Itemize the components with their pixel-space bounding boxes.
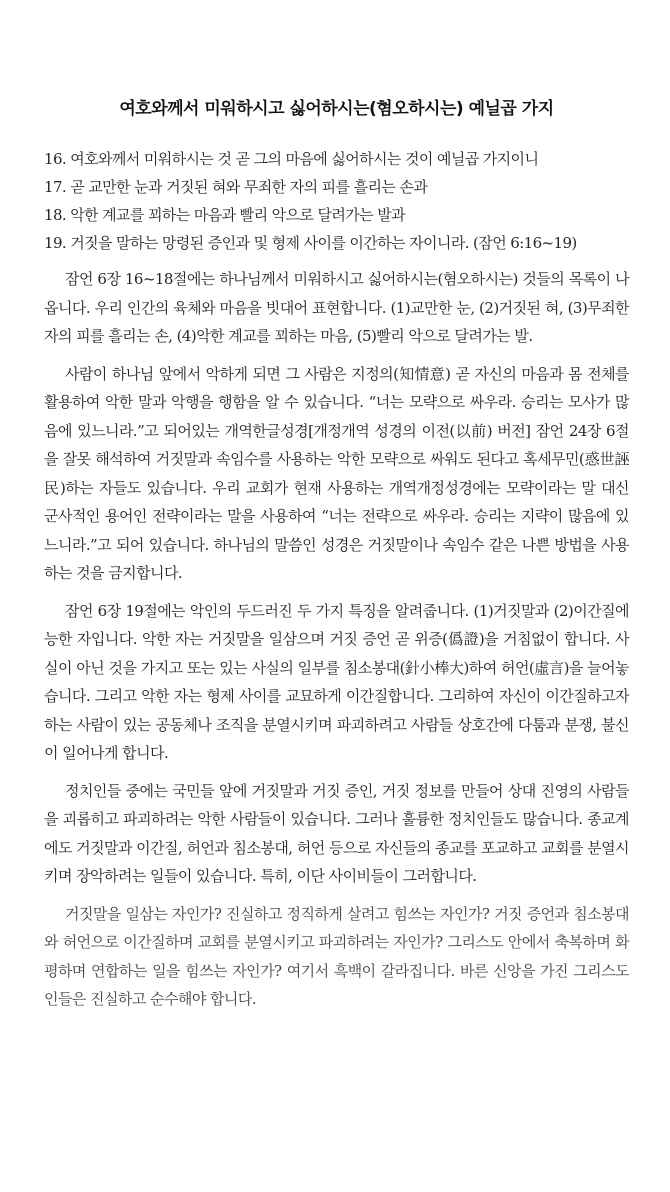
verse-16: 16. 여호와께서 미워하시는 것 곧 그의 마음에 싫어하시는 것이 예닐곱 가지이니: [44, 150, 539, 168]
scripture-verses: [44, 145, 629, 257]
paragraph-2: 사람이 하나님 앞에서 악하게 되면 그 사람은 지정의(知情意) 곧 자신의 마음과 몸 전체를 활용하여 악한 말과 악행을 행함을 알 수 있습니다. “너는 모략으로 싸우라. 승리는 모사가 많음에 있느니라.”고 되어있는 개역한글성경[개정개역 성경의 이전(以前) 버전] 잠언 24장 6절을 잘못 해석하여 거짓말과 속임수를 사용하는 악한 모략으로 싸워도 된다고 혹세무민(惑世誣民)하는 자들도 있습니다. 우리 교회가 현재 사용하는 개역개정성경에는 모략이라는 말 대신 군사적인 용어인 전략이라는 말을 사용하여 “너는 전략으로 싸우라. 승리는 지략이 많음에 있느니라.”고 되어 있습니다. 하나님의 말씀인 성경은 거짓말이나 속임수 같은 나쁜 방법을 사용하는 것을 금지합니다.: [44, 364, 629, 582]
document-title: 여호와께서 미워하시고 싫어하시는(혐오하시는) 예닐곱 가지: [119, 99, 554, 119]
paragraph-5: 거짓말을 일삼는 자인가? 진실하고 정직하게 살려고 힘쓰는 자인가? 거짓 증언과 침소봉대와 허언으로 이간질하며 교회를 분열시키고 파괴하려는 자인가? 그리스도 안에서 축복하며 화평하며 연합하는 일을 힘쓰는 자인가? 여기서 흑백이 갈라집니다. 바른 신앙을 가진 그리스도인들은 진실하고 순수해야 합니다.: [44, 904, 629, 1008]
verse-18: 18. 악한 계교를 꾀하는 마음과 빨리 악으로 달려가는 발과: [44, 206, 405, 224]
verse-19: 19. 거짓을 말하는 망령된 증인과 및 형제 사이를 이간하는 자이니라. (잠언 6:16~19): [44, 234, 577, 252]
paragraph-1: 잠언 6장 16~18절에는 하나님께서 미워하시고 싫어하시는(혐오하시는) 것들의 목록이 나옵니다. 우리 인간의 육체와 마음을 빗대어 표현합니다. (1)교만한 눈, (2)거짓된 혀, (3)무죄한 자의 피를 흘리는 손, (4)악한 계교를 꾀하는 마음, (5)빨리 악으로 달려가는 발.: [44, 270, 629, 345]
paragraph-4: 정치인들 중에는 국민들 앞에 거짓말과 거짓 증인, 거짓 정보를 만들어 상대 진영의 사람들을 괴롭히고 파괴하려는 악한 사람들이 있습니다. 그러나 훌륭한 정치인들도 많습니다. 종교계에도 거짓말과 이간질, 허언과 침소봉대, 허언 등으로 자신들의 종교를 포교하고 교회를 분열시키며 장악하려는 일들이 있습니다. 특히, 이단 사이비들이 그러합니다.: [44, 781, 629, 885]
paragraph-3: 잠언 6장 19절에는 악인의 두드러진 두 가지 특징을 알려줍니다. (1)거짓말과 (2)이간질에 능한 자입니다. 악한 자는 거짓말을 일삼으며 거짓 증언 곧 위증(僞證)을 거침없이 합니다. 사실이 아닌 것을 가지고 또는 있는 사실의 일부를 침소봉대(針小棒大)하여 허언(虛言)을 늘어놓습니다. 그리고 악한 자는 형제 사이를 교묘하게 이간질합니다. 그리하여 자신이 이간질하고자 하는 사람이 있는 공동체나 조직을 분열시키며 파괴하려고 사람들 상호간에 다툼과 분쟁, 불신이 일어나게 합니다.: [44, 601, 629, 762]
verse-17: 17. 곧 교만한 눈과 거짓된 혀와 무죄한 자의 피를 흘리는 손과: [44, 178, 428, 196]
document-page: [44, 94, 629, 1023]
